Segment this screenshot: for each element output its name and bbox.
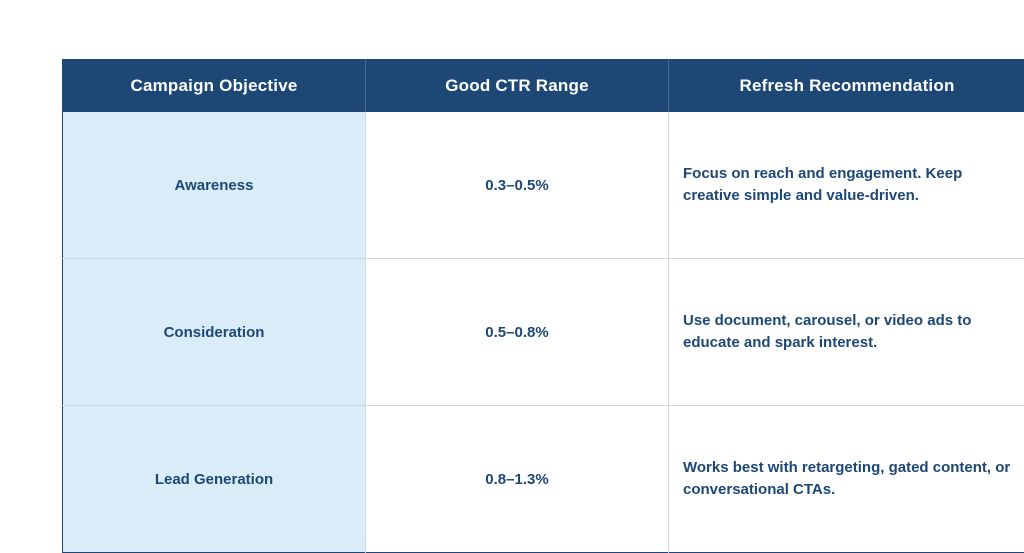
cell-recommendation: Focus on reach and engagement. Keep creative simple and value-driven. xyxy=(669,112,1024,259)
column-header-refresh-recommendation: Refresh Recommendation xyxy=(669,60,1024,113)
ctr-benchmark-table xyxy=(62,59,1024,553)
table-row xyxy=(63,112,1024,259)
column-header-campaign-objective: Campaign Objective xyxy=(63,60,366,113)
cell-ctr-range: 0.8–1.3% xyxy=(366,406,669,553)
table-header-row xyxy=(63,60,1024,113)
cell-objective: Consideration xyxy=(63,259,366,406)
cell-recommendation: Works best with retargeting, gated content, or conversational CTAs. xyxy=(669,406,1024,553)
cell-recommendation: Use document, carousel, or video ads to educate and spark interest. xyxy=(669,259,1024,406)
table-row xyxy=(63,259,1024,406)
ctr-benchmark-table-wrapper xyxy=(62,59,962,553)
table-row xyxy=(63,406,1024,553)
column-header-good-ctr-range: Good CTR Range xyxy=(366,60,669,113)
table-header xyxy=(63,60,1024,113)
cell-ctr-range: 0.5–0.8% xyxy=(366,259,669,406)
cell-objective: Awareness xyxy=(63,112,366,259)
cell-ctr-range: 0.3–0.5% xyxy=(366,112,669,259)
table-body xyxy=(63,112,1024,553)
cell-objective: Lead Generation xyxy=(63,406,366,553)
